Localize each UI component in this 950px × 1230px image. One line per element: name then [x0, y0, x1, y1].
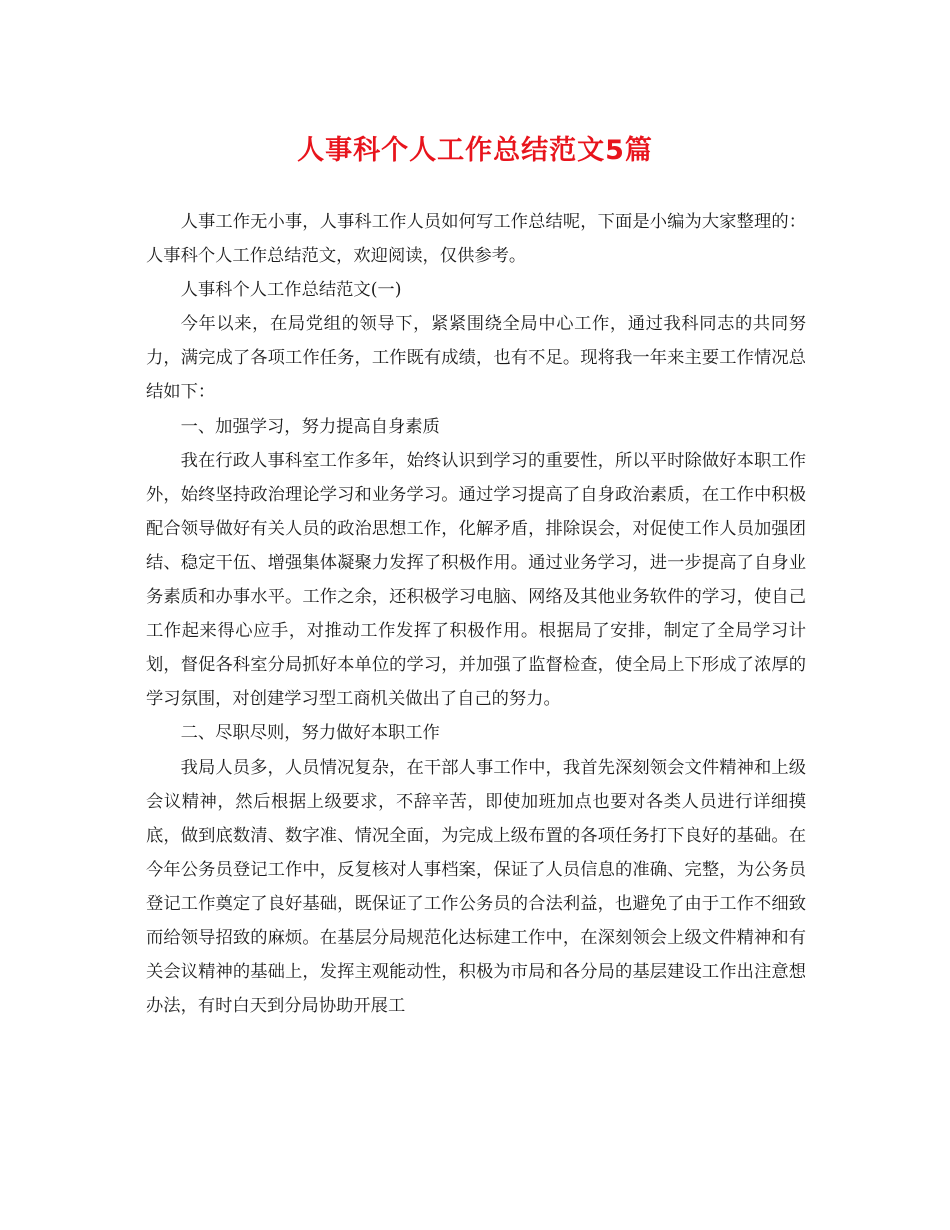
- body-paragraph: 今年以来，在局党组的领导下，紧紧围绕全局中心工作，通过我科同志的共同努力，满完成了各项工作任务，工作既有成绩，也有不足。现将我一年来主要工作情况总结如下：: [146, 314, 806, 403]
- intro-paragraph: 人事工作无小事，人事科工作人员如何写工作总结呢，下面是小编为大家整理的：人事科个人工作总结范文，欢迎阅读，仅供参考。: [146, 212, 806, 267]
- body-paragraph: 我局人员多，人员情况复杂，在干部人事工作中，我首先深刻领会文件精神和上级会议精神，然后根据上级要求，不辞辛苦，即使加班加点也要对各类人员进行详细摸底，做到底数清、数字准、情况全面，为完成上级布置的各项任务打下良好的基础。在今年公务员登记工作中，反复核对人事档案，保证了人员信息的准确、完整，为公务员登记工作奠定了良好基础，既保证了工作公务员的合法利益，也避免了由于工作不细致而给领导招致的麻烦。在基层分局规范化达标建工作中，在深刻领会上级文件精神和有关会议精神的基础上，发挥主观能动性，积极为市局和各分局的基层建设工作出注意想办法，有时白天到分局协助开展工: [146, 757, 806, 1017]
- body-paragraph: 我在行政人事科室工作多年，始终认识到学习的重要性，所以平时除做好本职工作外，始终坚持政治理论学习和业务学习。通过学习提高了自身政治素质，在工作中积极配合领导做好有关人员的政治思想工作，化解矛盾，排除误会，对促使工作人员加强团结、稳定干伍、增强集体凝聚力发挥了积极作用。通过业务学习，进一步提高了自身业务素质和办事水平。工作之余，还积极学习电脑、网络及其他业务软件的学习，使自己工作起来得心应手，对推动工作发挥了积极作用。根据局了安排，制定了全局学习计划，督促各科室分局抓好本单位的学习，并加强了监督检查，使全局上下形成了浓厚的学习氛围，对创建学习型工商机关做出了自己的努力。: [146, 450, 806, 710]
- section-heading-study: 一、加强学习，努力提高自身素质: [180, 416, 440, 437]
- section-heading-sample-one: 人事科个人工作总结范文(一): [180, 280, 402, 301]
- section-heading-duty: 二、尽职尽则，努力做好本职工作: [180, 723, 440, 744]
- document-title: 人事科个人工作总结范文5篇: [297, 135, 653, 166]
- document-body: [146, 205, 806, 1023]
